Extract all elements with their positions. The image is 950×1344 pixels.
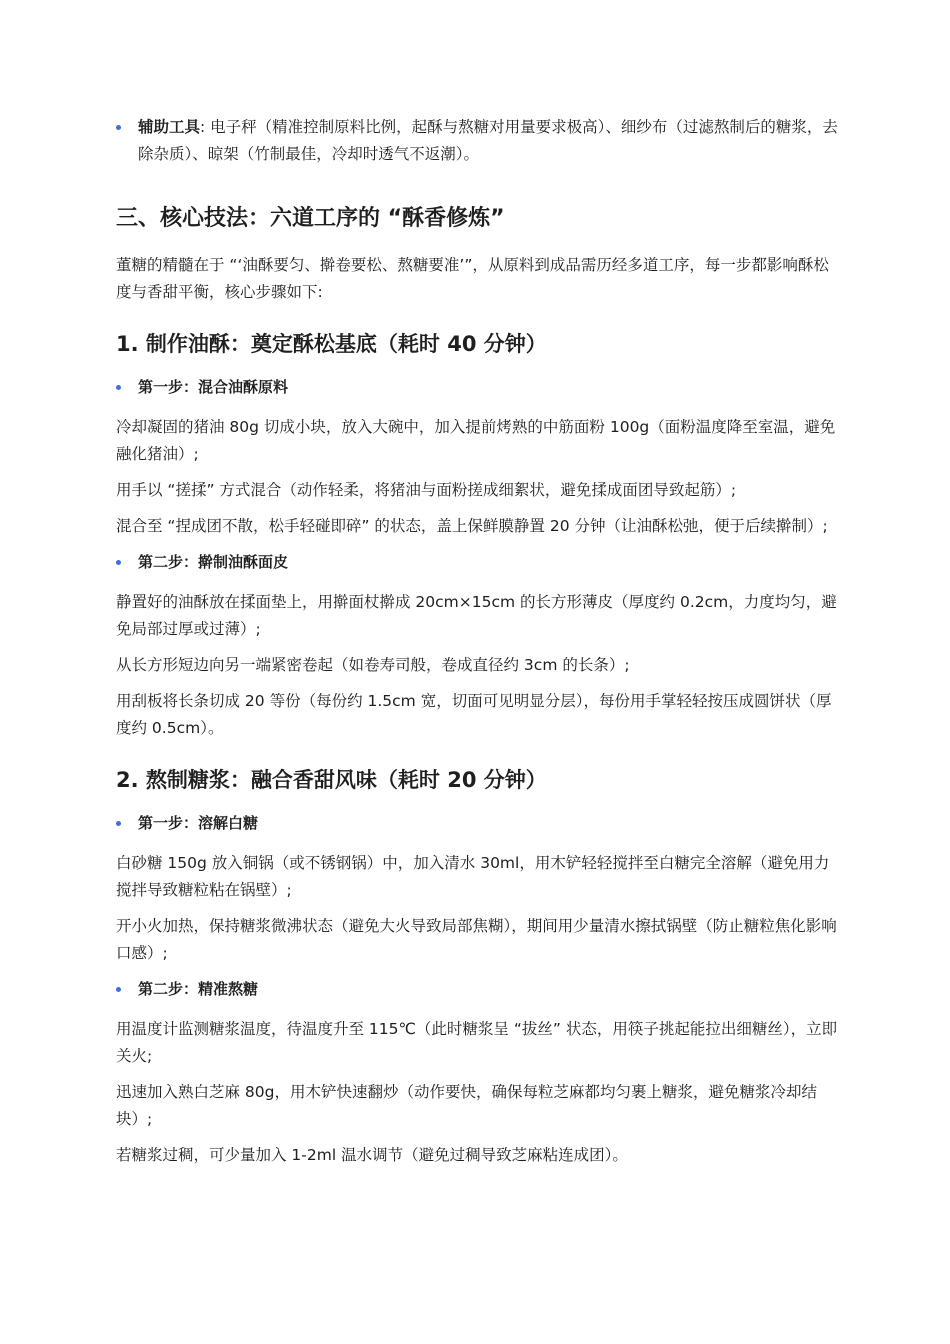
paragraph: 混合至 “捏成团不散，松手轻碰即碎” 的状态，盖上保鲜膜静置 20 分钟（让油酥松弛，便于后续擀制）;: [116, 517, 828, 535]
paragraph: 开小火加热，保持糖浆微沸状态（避免大火导致局部焦糊），期间用少量清水擦拭锅壁（防止糖粒焦化影响口感）;: [116, 917, 837, 962]
bullet-dot-icon: [116, 385, 121, 390]
substep-title: 第一步：溶解白糖: [116, 810, 838, 837]
step-heading-syrup: 2. 熬制糖浆：融合香甜风味（耗时 20 分钟）: [116, 768, 547, 792]
paragraph: 用刮板将长条切成 20 等份（每份约 1.5cm 宽，切面可见明显分层），每份用手掌轻轻按压成圆饼状（厚度约 0.5cm）。: [116, 692, 832, 737]
paragraph: 用手以 “搓揉” 方式混合（动作轻柔，将猪油与面粉搓成细絮状，避免揉成面团导致起筋）;: [116, 481, 737, 499]
step-heading-oil-pastry: 1. 制作油酥：奠定酥松基底（耗时 40 分钟）: [116, 332, 547, 356]
paragraph: 静置好的油酥放在揉面垫上，用擀面杖擀成 20cm×15cm 的长方形薄皮（厚度约 0.2cm，力度均匀，避免局部过厚或过薄）;: [116, 593, 837, 638]
paragraph: 若糖浆过稠，可少量加入 1-2ml 温水调节（避免过稠导致芝麻粘连成团）。: [116, 1146, 628, 1164]
bullet-text: : 电子秤（精准控制原料比例，起酥与熬糖对用量要求极高）、细纱布（过滤熬制后的糖浆，去除杂质）、晾架（竹制最佳，冷却时透气不返潮）。: [138, 118, 838, 163]
substep-title: 第二步：擀制油酥面皮: [116, 549, 838, 576]
bullet-dot-icon: [116, 125, 121, 130]
paragraph: 冷却凝固的猪油 80g 切成小块，放入大碗中，加入提前烤熟的中筋面粉 100g（面粉温度降至室温，避免融化猪油）;: [116, 418, 836, 463]
section-intro: 董糖的精髓在于 “‘油酥要匀、擀卷要松、熬糖要准’”，从原料到成品需历经多道工序，每一步都影响酥松度与香甜平衡，核心步骤如下:: [116, 256, 829, 301]
section-heading: 三、核心技法：六道工序的 “酥香修炼”: [116, 206, 505, 231]
document-content: [116, 114, 838, 1178]
paragraph: 白砂糖 150g 放入铜锅（或不锈钢锅）中，加入清水 30ml，用木铲轻轻搅拌至白糖完全溶解（避免用力搅拌导致糖粒粘在锅壁）;: [116, 854, 830, 899]
paragraph: 迅速加入熟白芝麻 80g，用木铲快速翻炒（动作要快，确保每粒芝麻都均匀裹上糖浆，避免糖浆冷却结块）;: [116, 1083, 817, 1128]
paragraph: 从长方形短边向另一端紧密卷起（如卷寿司般，卷成直径约 3cm 的长条）;: [116, 656, 630, 674]
bullet-dot-icon: [116, 560, 121, 565]
list-item-auxiliary-tools: [116, 114, 838, 168]
substep-title: 第一步：混合油酥原料: [116, 374, 838, 401]
paragraph: 用温度计监测糖浆温度，待温度升至 115℃（此时糖浆呈 “拔丝” 状态，用筷子挑起能拉出细糖丝），立即关火;: [116, 1020, 838, 1065]
bullet-label: 辅助工具: [138, 118, 201, 136]
bullet-dot-icon: [116, 987, 121, 992]
substep-title: 第二步：精准熬糖: [116, 976, 838, 1003]
bullet-dot-icon: [116, 821, 121, 826]
